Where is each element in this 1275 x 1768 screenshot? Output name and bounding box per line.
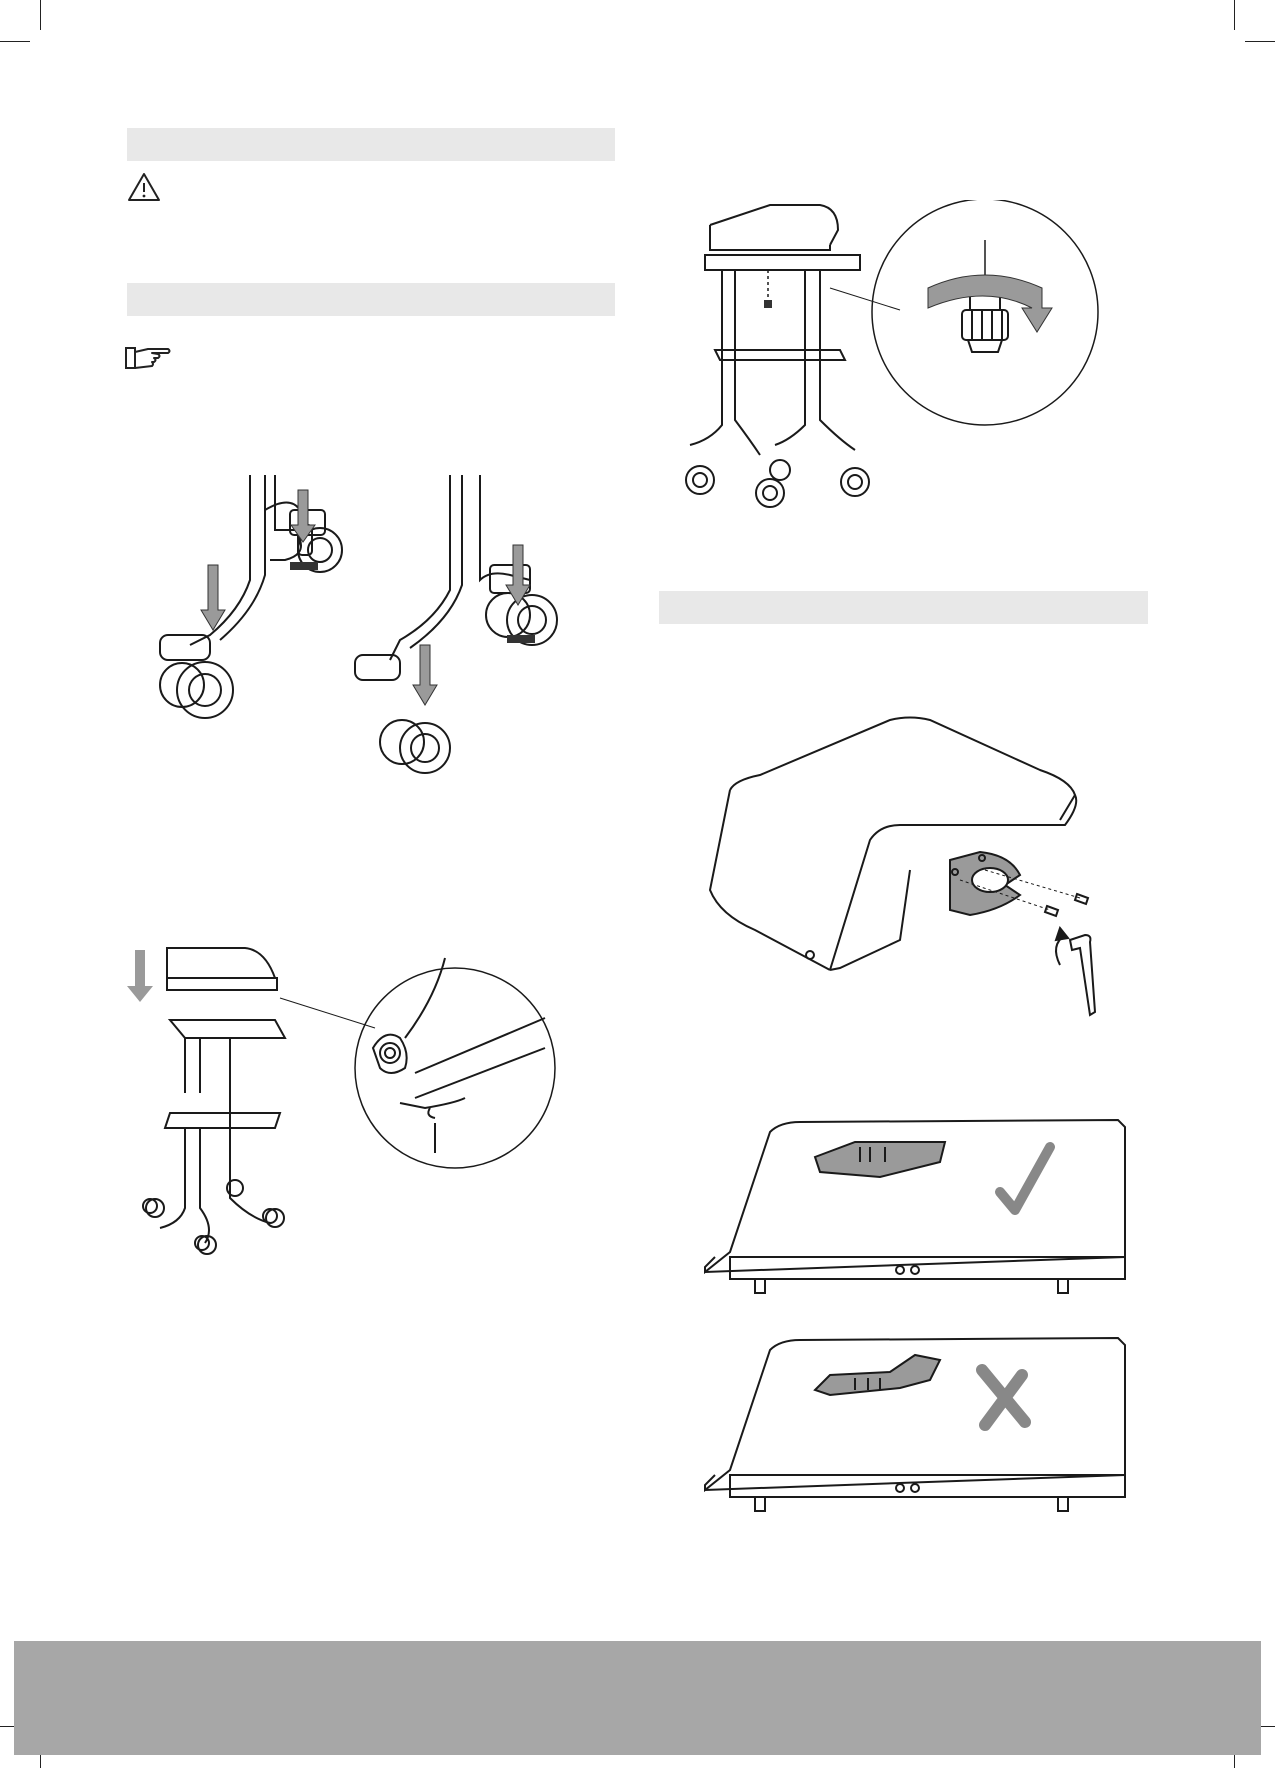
crop-mark-top-right-v [1234,0,1235,30]
warning-icon [127,172,161,202]
section-bar-3 [659,591,1148,624]
pointing-hand-icon [124,344,172,372]
check-mark-icon [1000,1147,1050,1210]
cross-mark-icon [982,1370,1025,1425]
bracket-attach-figure [700,710,1120,1030]
caster-brake-figure [150,470,590,780]
knob-tighten-figure [680,200,1130,520]
section-bar-1 [127,128,615,161]
correct-mount-figure [700,1112,1130,1312]
incorrect-mount-figure [700,1330,1130,1530]
footer-band [14,1641,1261,1755]
crop-mark-top-right-h [1245,41,1275,42]
crop-mark-top-left-v [40,0,41,30]
device-mounting-figure [125,938,625,1258]
section-bar-2 [127,283,615,316]
crop-mark-top-left-h [0,41,30,42]
